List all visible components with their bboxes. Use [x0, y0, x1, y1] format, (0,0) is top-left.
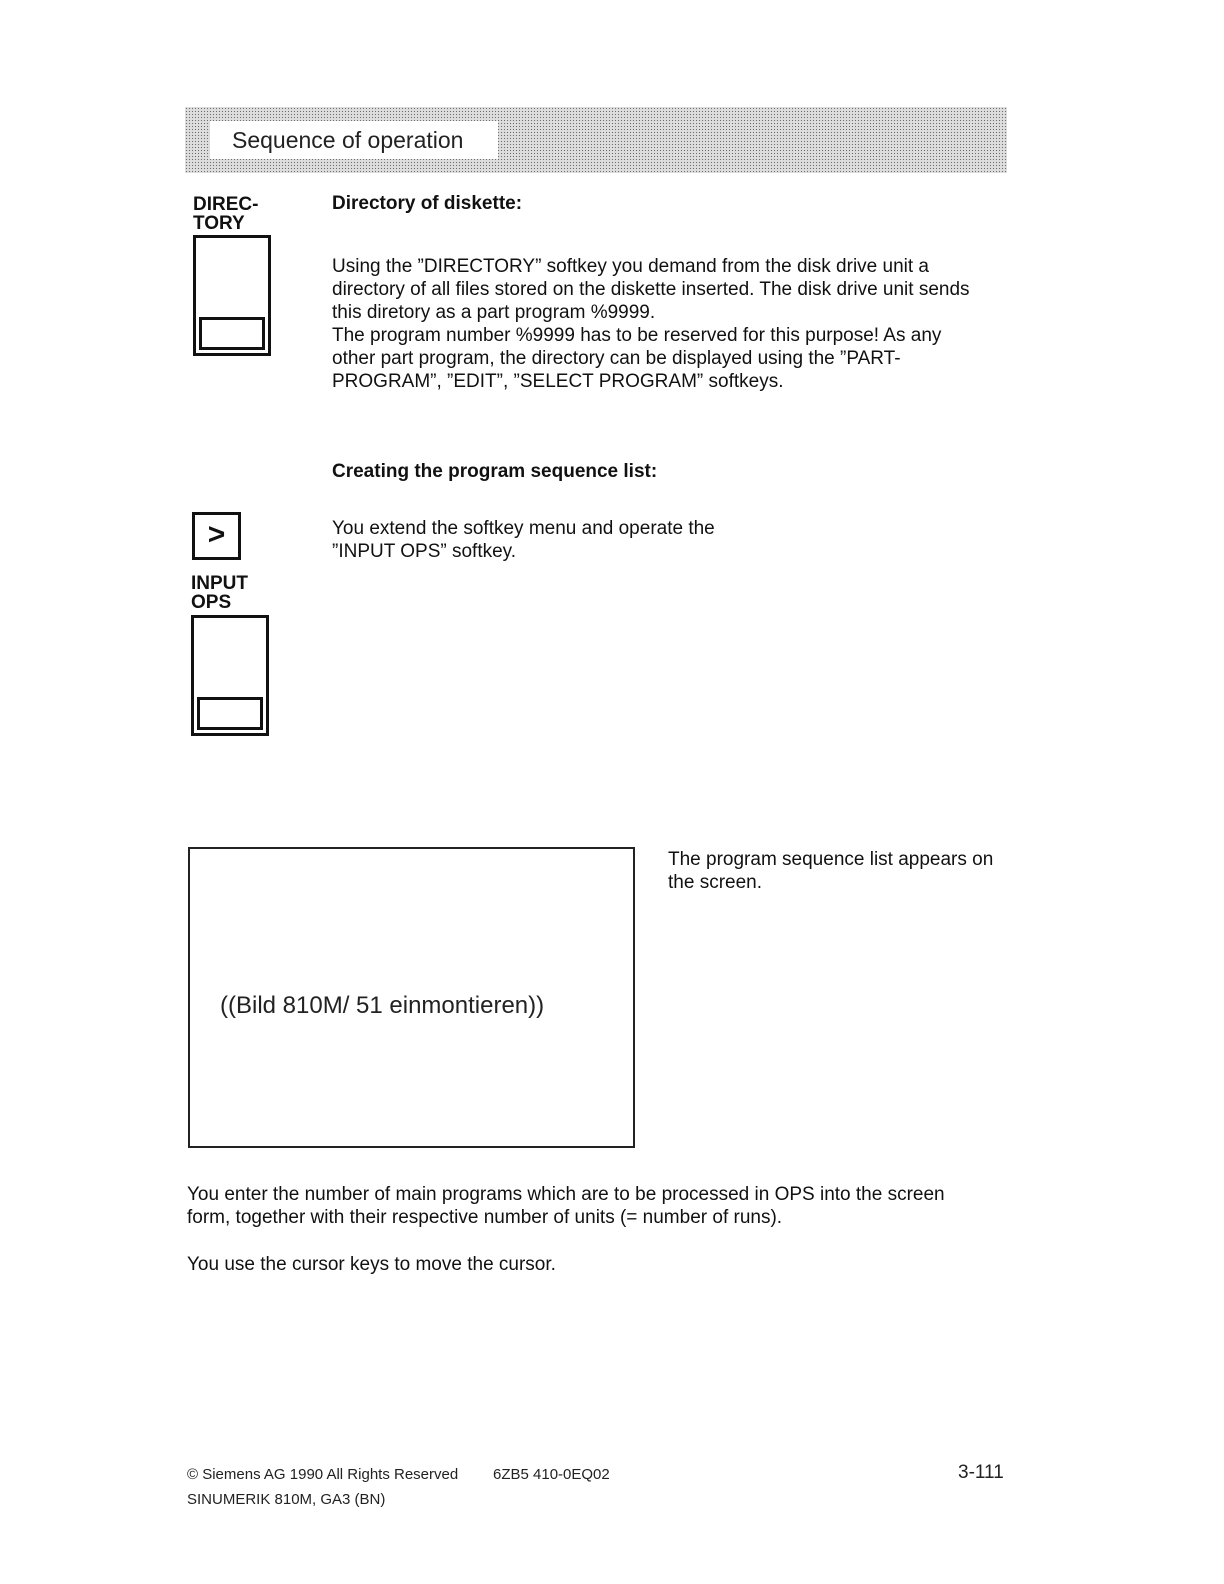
- directory-heading: Directory of diskette:: [332, 193, 523, 214]
- directory-label-line1: DIREC-: [193, 194, 259, 215]
- footer-order-number: 6ZB5 410-0EQ02: [493, 1466, 610, 1483]
- text-line: this diretory as a part program %9999.: [332, 302, 656, 323]
- extend-menu-arrow-icon: >: [192, 512, 241, 560]
- input-ops-softkey-icon: [191, 615, 269, 736]
- input-ops-softkey-label: [191, 574, 248, 612]
- text-line: other part program, the directory can be displayed using the ”PART-: [332, 348, 901, 369]
- text-line: directory of all files stored on the diskette inserted. The disk drive unit sends: [332, 279, 970, 300]
- input-ops-label-line2: OPS: [191, 592, 232, 613]
- figure-caption: ((Bild 810M/ 51 einmontieren)): [220, 992, 545, 1019]
- text-line: form, together with their respective number of units (= number of runs).: [187, 1207, 783, 1228]
- footer-product: SINUMERIK 810M, GA3 (BN): [187, 1491, 386, 1508]
- text-line: The program number %9999 has to be reserved for this purpose! As any: [332, 325, 942, 346]
- directory-label-line2: TORY: [193, 213, 245, 234]
- text-line: the screen.: [668, 872, 762, 893]
- directory-softkey-icon: [193, 235, 271, 356]
- page-number: 3-111: [958, 1462, 1004, 1483]
- body-paragraph-2: You use the cursor keys to move the cursor.: [187, 1254, 556, 1275]
- figure-placeholder: [188, 847, 635, 1148]
- text-line: The program sequence list appears on: [668, 849, 994, 870]
- text-line: Using the ”DIRECTORY” softkey you demand from the disk drive unit a: [332, 256, 929, 277]
- page-title: Sequence of operation: [210, 121, 498, 159]
- figure-side-text: [668, 848, 1013, 894]
- sequence-paragraph: [332, 517, 832, 563]
- input-ops-label-line1: INPUT: [191, 573, 248, 594]
- text-line: You extend the softkey menu and operate the: [332, 518, 715, 539]
- text-line: ”INPUT OPS” softkey.: [332, 541, 517, 562]
- directory-softkey-label: [193, 195, 258, 233]
- sequence-heading: Creating the program sequence list:: [332, 461, 658, 482]
- body-paragraph-1: [187, 1183, 1017, 1229]
- softkey-button-face: [199, 317, 265, 350]
- footer-copyright: © Siemens AG 1990 All Rights Reserved: [187, 1466, 459, 1483]
- text-line: You enter the number of main programs which are to be processed in OPS into the screen: [187, 1184, 945, 1205]
- softkey-button-face: [197, 697, 263, 730]
- header-band: [185, 107, 1007, 173]
- text-line: PROGRAM”, ”EDIT”, ”SELECT PROGRAM” softkeys.: [332, 371, 784, 392]
- directory-paragraph: [332, 255, 1002, 393]
